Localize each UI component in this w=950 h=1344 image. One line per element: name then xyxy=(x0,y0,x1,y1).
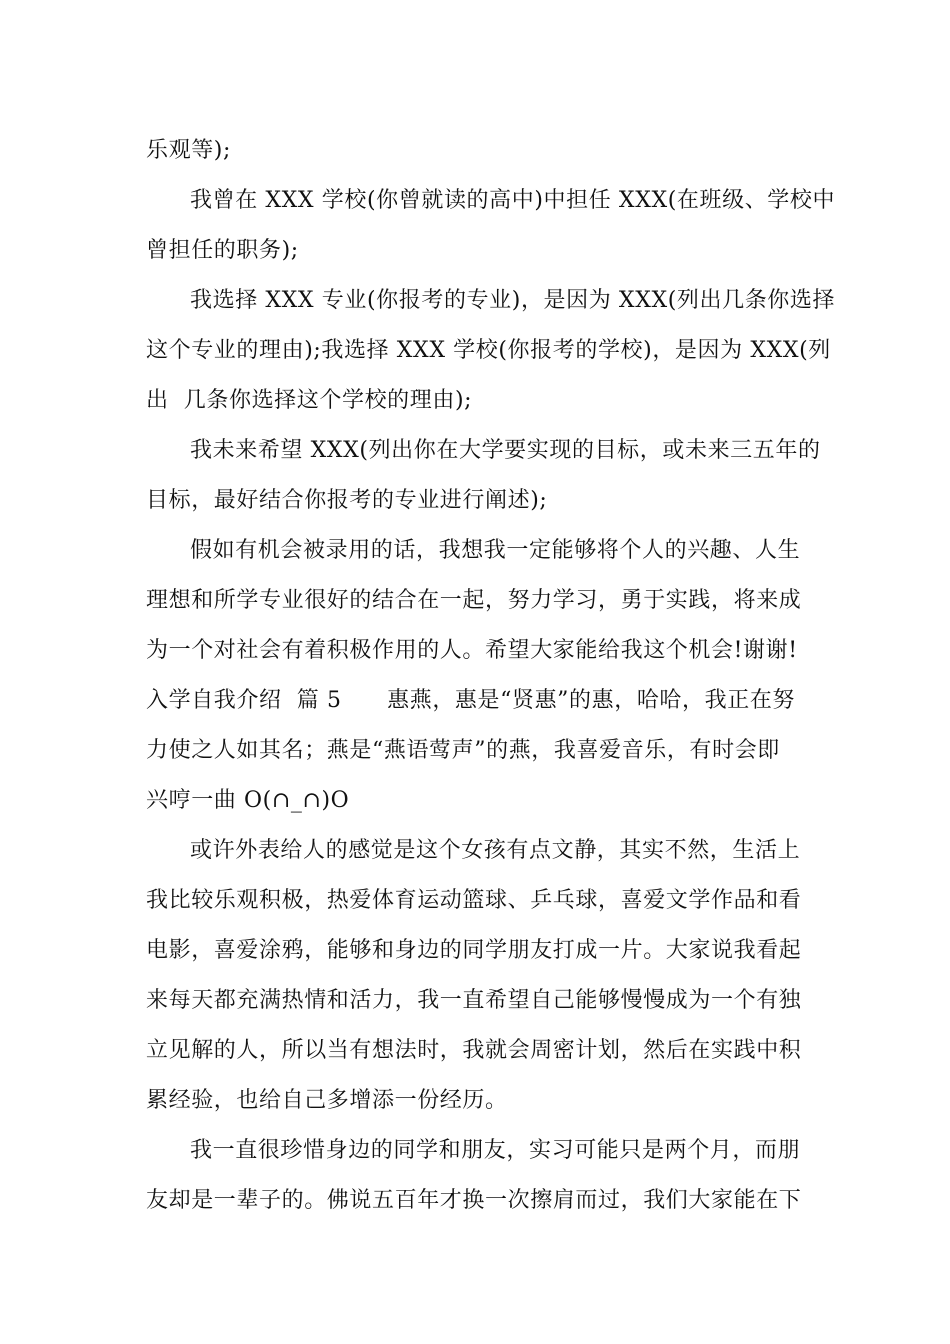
text-line: 力使之人如其名；燕是“燕语莺声”的燕，我喜爱音乐，有时会即 xyxy=(146,738,780,763)
text-line: 入学自我介绍 篇 5 惠燕，惠是“贤惠”的惠，哈哈，我正在努 xyxy=(146,688,796,713)
text-line: 为一个对社会有着积极作用的人。希望大家能给我这个机会!谢谢! xyxy=(146,638,798,663)
text-line: 累经验，也给自己多增添一份经历。 xyxy=(146,1088,508,1113)
text-line: 或许外表给人的感觉是这个女孩有点文静，其实不然，生活上 xyxy=(190,838,801,863)
text-line: 我曾在 XXX 学校(你曾就读的高中)中担任 XXX(在班级、学校中 xyxy=(190,188,836,213)
text-line: 立见解的人，所以当有想法时，我就会周密计划，然后在实践中积 xyxy=(146,1038,802,1063)
text-line: 兴哼一曲 O(∩_∩)O xyxy=(146,788,350,813)
text-line: 我比较乐观积极，热爱体育运动篮球、乒乓球，喜爱文学作品和看 xyxy=(146,888,802,913)
text-line: 我一直很珍惜身边的同学和朋友，实习可能只是两个月，而朋 xyxy=(190,1138,801,1163)
text-line: 友却是一辈子的。佛说五百年才换一次擦肩而过，我们大家能在下 xyxy=(146,1188,802,1213)
text-line: 我选择 XXX 专业(你报考的专业)，是因为 XXX(列出几条你选择 xyxy=(190,288,836,313)
text-line: 曾担任的职务); xyxy=(146,238,299,263)
text-line: 乐观等); xyxy=(146,138,231,163)
text-line: 出 几条你选择这个学校的理由); xyxy=(146,388,473,413)
text-line: 理想和所学专业很好的结合在一起，努力学习，勇于实践，将来成 xyxy=(146,588,802,613)
text-line: 目标，最好结合你报考的专业进行阐述); xyxy=(146,488,548,513)
text-line: 来每天都充满热情和活力，我一直希望自己能够慢慢成为一个有独 xyxy=(146,988,802,1013)
text-line: 这个专业的理由);我选择 XXX 学校(你报考的学校)，是因为 XXX(列 xyxy=(146,338,831,363)
text-line: 我未来希望 XXX(列出你在大学要实现的目标，或未来三五年的 xyxy=(190,438,821,463)
text-line: 电影，喜爱涂鸦，能够和身边的同学朋友打成一片。大家说我看起 xyxy=(146,938,802,963)
text-line: 假如有机会被录用的话，我想我一定能够将个人的兴趣、人生 xyxy=(190,538,801,563)
